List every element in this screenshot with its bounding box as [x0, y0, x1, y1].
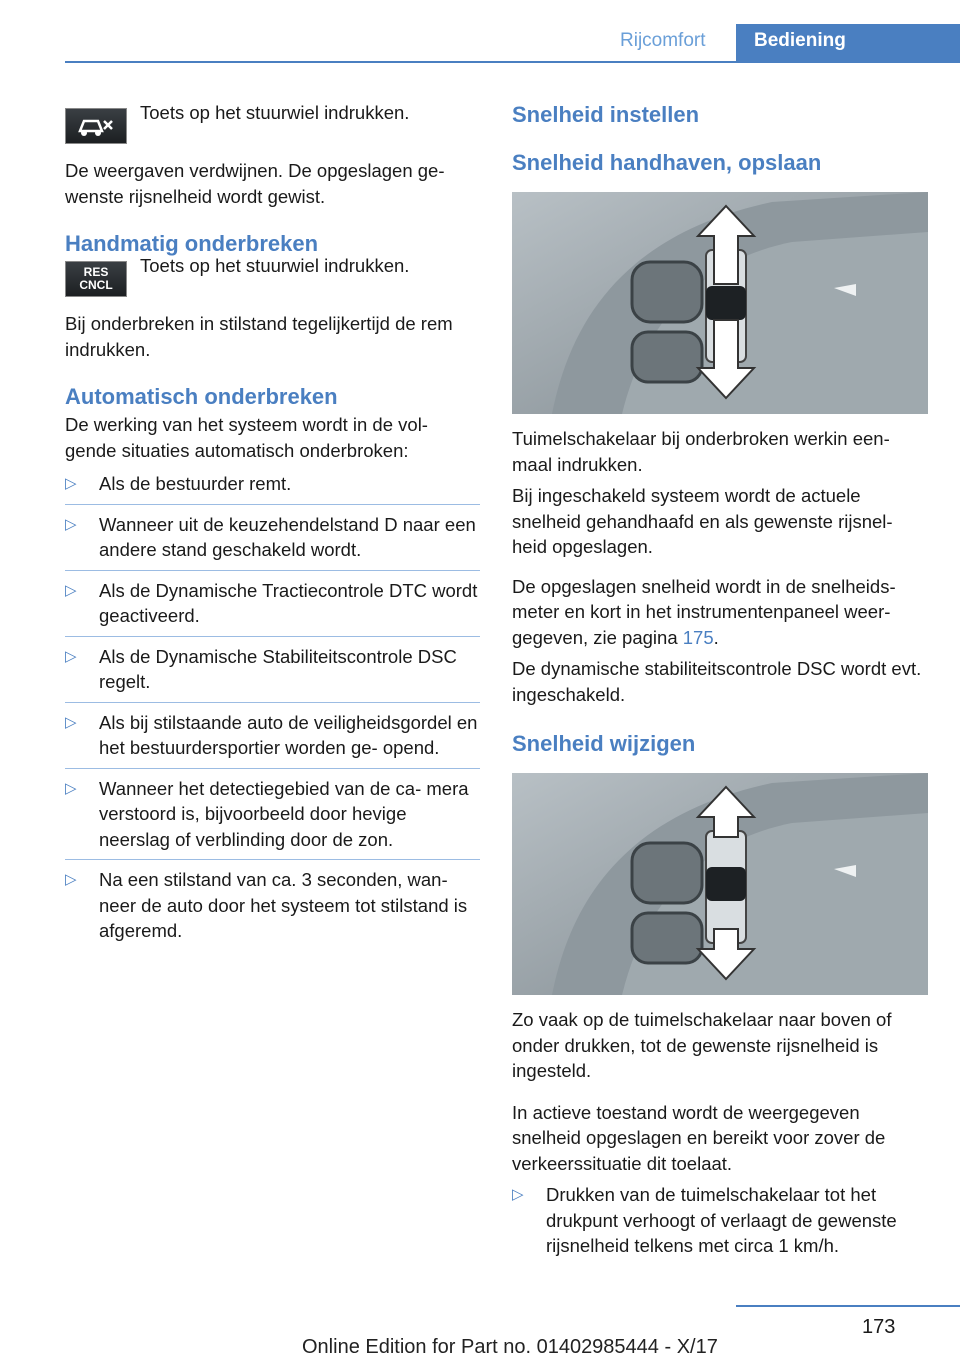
paragraph-display-cleared: De weergaven verdwijnen. De opgeslagen ge‐ wenste rijsnelheid wordt gewist. [65, 160, 445, 207]
list-item [65, 776, 480, 853]
left-column [65, 100, 480, 951]
steering-wheel-rocker-image [512, 192, 928, 414]
list-item [65, 644, 480, 695]
heading-change-speed: Snelheid wijzigen [512, 731, 696, 756]
bullet-triangle-icon: ▷ [65, 713, 77, 731]
paragraph-speed-display-end: . [713, 626, 719, 648]
list-divider [65, 859, 480, 860]
list-divider [65, 768, 480, 769]
list-item-text: Na een stilstand van ca. 3 seconden, wan‐ neer de auto door het systeem tot stilstand is afgeremd. [99, 869, 468, 941]
list-divider [65, 570, 480, 571]
list-item-text: Wanneer het detectiegebied van de ca‐ mera verstoord is, bijvoorbeeld door hevige neerslag of verblinding door de zon. [99, 777, 469, 850]
paragraph-speed-display-text: De opgeslagen snelheid wordt in de snelheids‐ meter en kort in het instrumentenpaneel weer‐ gegeven, zie pagina [512, 575, 896, 648]
list-item-text: Wanneer uit de keuzehendelstand D naar een andere stand geschakeld wordt. [99, 513, 476, 560]
list-item-text: Als bij stilstaande auto de veiligheidsgordel en het bestuurdersportier worden ge‐ opend. [99, 711, 478, 758]
list-item-text: Als de Dynamische Tractiecontrole DTC wordt geactiveerd. [99, 579, 478, 626]
bullet-triangle-icon: ▷ [65, 515, 77, 533]
list-item-text: Drukken van de tuimelschakelaar tot het drukpunt verhoogt of verlaagt de gewenste rijsnelheid telkens met circa 1 km/h. [546, 1184, 897, 1256]
page-reference-link[interactable]: 175 [682, 626, 714, 648]
list-divider [65, 702, 480, 703]
list-item-text: Als de bestuurder remt. [99, 473, 292, 494]
page-header [0, 24, 960, 62]
paragraph-press-up-down: Zo vaak op de tuimelschakelaar naar boven of onder drukken, tot de gewenste rijsnelheid is ingesteld. [512, 1009, 892, 1081]
list-item [512, 1182, 928, 1259]
list-item-text: Als de Dynamische Stabiliteitscontrole DSC regelt. [99, 645, 457, 692]
cruise-cancel-icon [65, 108, 127, 144]
bullet-triangle-icon: ▷ [65, 647, 77, 665]
list-item [65, 471, 480, 497]
page-number: 173 [862, 1316, 896, 1338]
auto-interrupt-list [65, 471, 480, 944]
bullet-triangle-icon: ▷ [65, 871, 77, 888]
res-cncl-icon [65, 261, 127, 297]
header-section-label: Rijcomfort [620, 30, 706, 51]
paragraph-auto-conditions: De werking van het systeem wordt in de vol‐ gende situaties automatisch onderbroken: [65, 414, 428, 461]
list-item [65, 578, 480, 629]
header-chapter-label: Bediening [754, 30, 846, 51]
steering-wheel-rocker-image-2 [512, 773, 928, 995]
bullet-triangle-icon: ▷ [512, 1186, 524, 1203]
press-instruction-2: Toets op het stuurwiel indrukken. [140, 255, 410, 276]
bullet-triangle-icon: ▷ [65, 779, 77, 797]
cncl-label: CNCL [79, 278, 113, 292]
paragraph-press-rocker-once: Tuimelschakelaar bij onderbroken werkin een‐ maal indrukken. [512, 428, 890, 475]
footer-rule [736, 1305, 960, 1307]
change-speed-list [512, 1182, 928, 1259]
paragraph-speed-held: Bij ingeschakeld systeem wordt de actuele snelheid gehandhaafd en als gewenste rijsnel‐ heid opgeslagen. [512, 485, 893, 557]
paragraph-brake-standstill: Bij onderbreken in stilstand tegelijkertijd de rem indrukken. [65, 313, 453, 360]
list-divider [65, 636, 480, 637]
paragraph-speed-display [512, 574, 928, 651]
press-instruction-1: Toets op het stuurwiel indrukken. [140, 102, 410, 123]
bullet-triangle-icon: ▷ [65, 475, 77, 492]
edition-note: Online Edition for Part no. 01402985444 - X/17 [302, 1336, 718, 1358]
res-label: RES [83, 265, 109, 279]
paragraph-speed-stored: In actieve toestand wordt de weergegeven snelheid opgeslagen en bereikt voor zover de verkeerssituatie dit toelaat. [512, 1101, 886, 1174]
cancel-button-instruction [65, 98, 480, 146]
page-footer [0, 1300, 960, 1362]
heading-set-speed: Snelheid instellen [512, 102, 700, 127]
list-item [65, 710, 480, 761]
list-divider [65, 504, 480, 505]
heading-auto-interrupt: Automatisch onderbreken [65, 384, 338, 409]
bullet-triangle-icon: ▷ [65, 581, 77, 599]
header-chapter-tab [736, 24, 960, 63]
heading-manual-interrupt: Handmatig onderbreken [65, 231, 319, 256]
res-cncl-instruction [65, 251, 480, 299]
paragraph-dsc-enabled: De dynamische stabiliteitscontrole DSC wordt evt. ingeschakeld. [512, 658, 922, 705]
list-item [65, 512, 480, 563]
list-item [65, 867, 480, 944]
heading-hold-store-speed: Snelheid handhaven, opslaan [512, 150, 822, 175]
right-column [512, 100, 928, 1266]
